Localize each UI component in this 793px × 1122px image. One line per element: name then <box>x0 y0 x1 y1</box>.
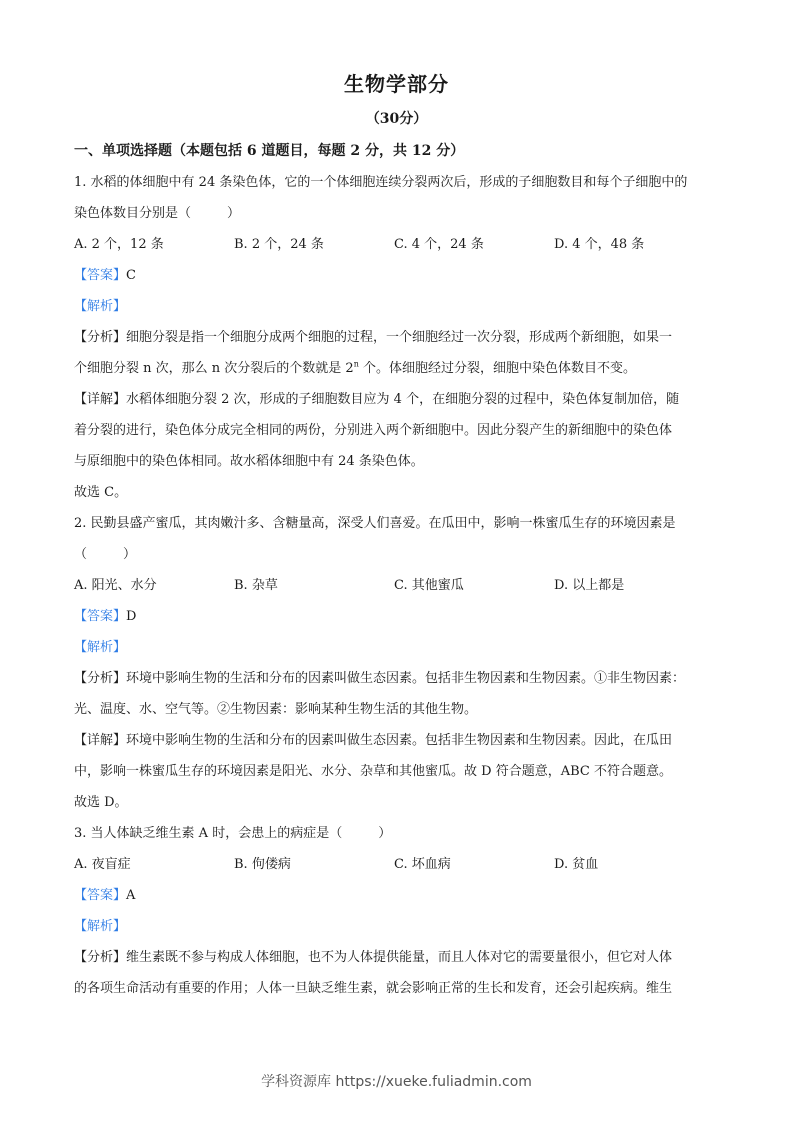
question-2-fenxi-line-1 <box>74 663 724 694</box>
answer-tag: 【答案】 <box>74 888 127 903</box>
option-b: B. 2 个，24 条 <box>234 237 324 252</box>
paren-close: ） <box>378 826 392 841</box>
xiangjie-tag: 【详解】 <box>74 733 127 748</box>
total-score: （30分） <box>365 111 428 127</box>
question-3-analysis-heading <box>74 911 724 942</box>
question-2-fenxi-line-2: 光、温度、水、空气等。②生物因素：影响某种生物生活的其他生物。 <box>74 702 478 717</box>
answer-tag: 【答案】 <box>74 609 127 624</box>
question-2-detail-line-1 <box>74 725 724 756</box>
question-3-options <box>74 849 724 880</box>
question-1-fenxi-line-2 <box>74 353 724 384</box>
footer-watermark: 学科资源库 https://xueke.fuliadmin.com <box>261 1074 532 1090</box>
fenxi-tag: 【分析】 <box>74 671 127 686</box>
answer-value: A <box>126 888 136 903</box>
option-c: C. 其他蜜瓜 <box>394 578 464 593</box>
question-2-analysis-heading <box>74 632 724 663</box>
question-1-stem-close: ） <box>227 206 241 221</box>
section-heading: 一、单项选择题（本题包括 6 道题目，每题 2 分，共 12 分） <box>74 143 465 159</box>
question-2-stem-line-1: 2. 民勤县盛产蜜瓜，其肉嫩汁多、含糖量高，深受人们喜爱。在瓜田中，影响一株蜜瓜生存的环境因素是 <box>74 516 676 531</box>
analysis-tag: 【解析】 <box>74 299 127 314</box>
option-c: C. 4 个，24 条 <box>394 237 484 252</box>
option-d: D. 贫血 <box>554 857 599 872</box>
question-1-stem-line-2 <box>74 198 724 229</box>
question-1-detail-line-2: 着分裂的进行，染色体分成完全相同的两份，分别进入两个新细胞中。因此分裂产生的新细胞中的染色体 <box>74 423 673 438</box>
analysis-tag: 【解析】 <box>74 640 127 655</box>
fenxi-text: 环境中影响生物的生活和分布的因素叫做生态因素。包括非生物因素和生物因素。①非生物因素： <box>126 671 686 686</box>
fenxi-text: 维生素既不参与构成人体细胞，也不为人体提供能量，而且人体对它的需要量很小，但它对人体 <box>126 950 673 965</box>
detail-text: 水稻体细胞分裂 2 次，形成的子细胞数目应为 4 个，在细胞分裂的过程中，染色体复制加倍，随 <box>126 392 680 407</box>
question-1-conclusion: 故选 C。 <box>74 485 128 500</box>
xiangjie-tag: 【详解】 <box>74 392 127 407</box>
question-2-answer <box>74 601 724 632</box>
answer-value: D <box>126 609 137 624</box>
fenxi-text: 个。体细胞经过分裂，细胞中染色体数目不变。 <box>358 361 636 376</box>
exponent: n <box>353 359 359 369</box>
option-a: A. 夜盲症 <box>74 857 131 872</box>
option-d: D. 以上都是 <box>554 578 625 593</box>
question-1-analysis-heading <box>74 291 724 322</box>
page-title: 生物学部分 <box>344 72 449 96</box>
fenxi-tag: 【分析】 <box>74 330 127 345</box>
option-a: A. 2 个，12 条 <box>74 237 164 252</box>
question-1-answer <box>74 260 724 291</box>
option-d: D. 4 个，48 条 <box>554 237 645 252</box>
paren-close: ） <box>123 547 137 562</box>
question-3-answer <box>74 880 724 911</box>
question-1-detail-line-1 <box>74 384 724 415</box>
question-1-stem-line-1: 1. 水稻的体细胞中有 24 条染色体，它的一个体细胞连续分裂两次后，形成的子细胞数目和每个子细胞中的 <box>74 175 688 190</box>
fenxi-text: 个细胞分裂 n 次，那么 n 次分裂后的个数就是 2 <box>74 361 354 376</box>
question-1-fenxi-line-1 <box>74 322 724 353</box>
answer-tag: 【答案】 <box>74 268 127 283</box>
question-1-detail-line-3: 与原细胞中的染色体相同。故水稻体细胞中有 24 条染色体。 <box>74 454 424 469</box>
question-3-stem-text: 3. 当人体缺乏维生素 A 时，会患上的病症是（ <box>74 826 343 841</box>
questions-body <box>74 167 724 1004</box>
question-3-stem <box>74 818 724 849</box>
option-b: B. 佝偻病 <box>234 857 291 872</box>
question-2-stem-line-2 <box>74 539 724 570</box>
question-2-options <box>74 570 724 601</box>
detail-text: 环境中影响生物的生活和分布的因素叫做生态因素。包括非生物因素和生物因素。因此，在瓜田 <box>126 733 673 748</box>
fenxi-text: 细胞分裂是指一个细胞分成两个细胞的过程，一个细胞经过一次分裂，形成两个新细胞，如果一 <box>126 330 673 345</box>
question-3-fenxi-line-2: 的各项生命活动有重要的作用；人体一旦缺乏维生素，就会影响正常的生长和发育，还会引起疾病。维生 <box>74 981 673 996</box>
question-1-stem-text: 染色体数目分别是（ <box>74 206 192 221</box>
question-3-fenxi-line-1 <box>74 942 724 973</box>
answer-value: C <box>126 268 136 283</box>
question-2-conclusion: 故选 D。 <box>74 795 128 810</box>
option-c: C. 坏血病 <box>394 857 451 872</box>
question-1-options <box>74 229 724 260</box>
analysis-tag: 【解析】 <box>74 919 127 934</box>
question-2-detail-line-2: 中，影响一株蜜瓜生存的环境因素是阳光、水分、杂草和其他蜜瓜。故 D 符合题意，ABC 不符合题意。 <box>74 764 672 779</box>
fenxi-tag: 【分析】 <box>74 950 127 965</box>
option-a: A. 阳光、水分 <box>74 578 157 593</box>
paren-open: （ <box>74 547 88 562</box>
option-b: B. 杂草 <box>234 578 278 593</box>
